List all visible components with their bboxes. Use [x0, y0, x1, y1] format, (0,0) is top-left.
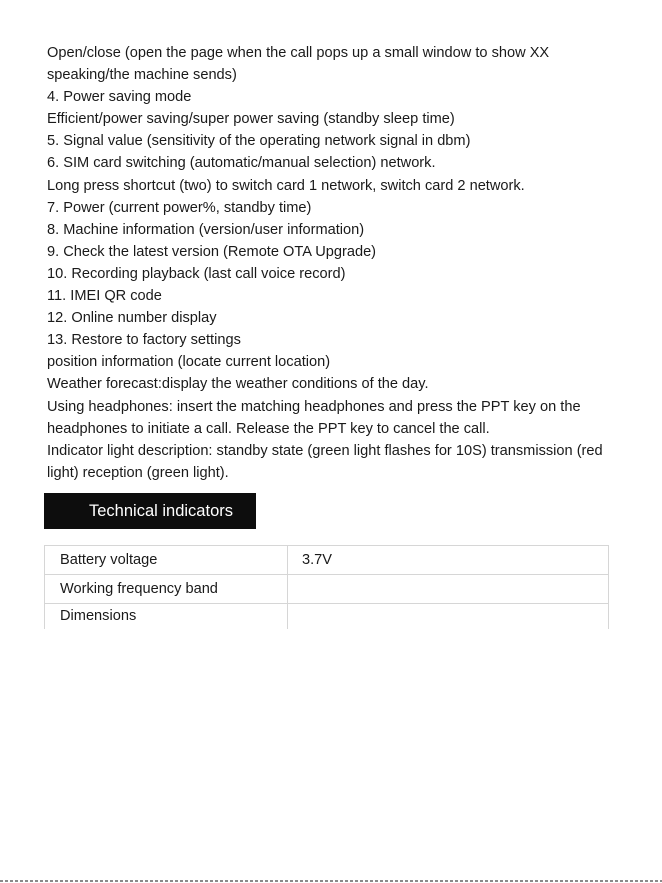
- body-line: 12. Online number display: [47, 310, 217, 327]
- body-line: 8. Machine information (version/user information): [47, 221, 365, 238]
- table-row: [45, 575, 609, 604]
- manual-body: [47, 42, 627, 484]
- spec-label: Dimensions: [45, 604, 288, 629]
- body-line: 10. Recording playback (last call voice record): [47, 265, 346, 282]
- spec-value: [288, 575, 609, 604]
- spec-table: [44, 545, 609, 629]
- body-line: 5. Signal value (sensitivity of the operating network signal in dbm): [47, 133, 471, 150]
- body-line: 11. IMEI QR code: [47, 288, 162, 305]
- spec-value: 3.7V: [288, 546, 609, 575]
- body-line: 13. Restore to factory settings: [47, 332, 241, 349]
- spec-value: [288, 604, 609, 629]
- body-line: Using headphones: insert the matching headphones and press the PPT key on the headphones to initiate a call. Release the PPT key to cancel the call.: [47, 398, 581, 437]
- body-line: position information (locate current location): [47, 354, 331, 371]
- body-line: Weather forecast:display the weather conditions of the day.: [47, 376, 429, 393]
- table-row: [45, 546, 609, 575]
- body-line: 9. Check the latest version (Remote OTA Upgrade): [47, 243, 377, 260]
- table-row: [45, 604, 609, 629]
- body-line: Open/close (open the page when the call pops up a small window to show XX speaking/the machine sends): [47, 45, 550, 84]
- page-bottom-divider: [0, 880, 662, 882]
- body-line: 7. Power (current power%, standby time): [47, 199, 312, 216]
- section-title: Technical indicators: [44, 493, 256, 529]
- body-line: Efficient/power saving/super power saving (standby sleep time): [47, 111, 455, 128]
- body-line: 4. Power saving mode: [47, 89, 192, 106]
- spec-label: Battery voltage: [45, 546, 288, 575]
- body-line: 6. SIM card switching (automatic/manual selection) network.: [47, 155, 436, 172]
- body-line: Indicator light description: standby state (green light flashes for 10S) transmission (red light) reception (green light).: [47, 442, 603, 481]
- spec-label: Working frequency band: [45, 575, 288, 604]
- body-line: Long press shortcut (two) to switch card 1 network, switch card 2 network.: [47, 177, 525, 194]
